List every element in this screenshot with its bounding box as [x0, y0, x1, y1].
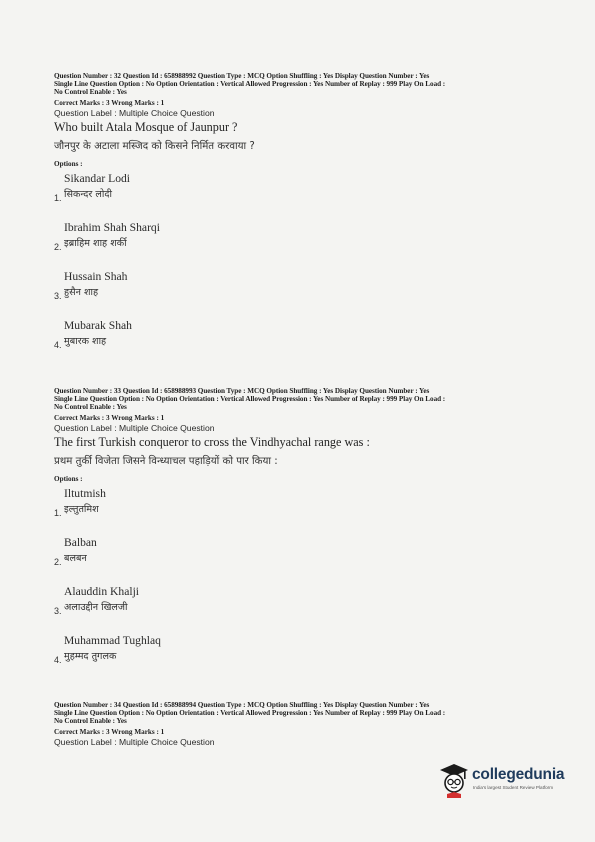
option-text-en: Mubarak Shah [64, 318, 132, 332]
marks-line: Correct Marks : 3 Wrong Marks : 1 [54, 727, 165, 736]
option-text-hi: सिकन्दर लोदी [64, 188, 112, 200]
option-item [54, 270, 554, 301]
option-item [54, 487, 554, 518]
meta-line: Single Line Question Option : No Option Orientation : Vertical Allowed Progression : Yes Number of Replay : 999 Play On Load : [54, 80, 446, 89]
question-meta [54, 72, 554, 97]
meta-line: No Control Enable : Yes [54, 88, 127, 97]
option-number: 4. [54, 339, 62, 350]
options-title: Options : [54, 159, 83, 168]
question-block-32 [54, 72, 554, 350]
collegedunia-logo [436, 761, 576, 801]
option-number: 2. [54, 241, 62, 252]
option-item [54, 634, 554, 665]
option-item [54, 221, 554, 252]
question-label: Question Label : Multiple Choice Question [54, 736, 215, 747]
logo-wordmark: collegedunia [472, 766, 565, 783]
option-text-en: Alauddin Khalji [64, 584, 140, 598]
option-item [54, 172, 554, 203]
option-item [54, 536, 554, 567]
option-number: 3. [54, 290, 62, 301]
question-label: Question Label : Multiple Choice Question [54, 422, 215, 433]
option-text-hi: इब्राहिम शाह शर्की [64, 237, 127, 249]
question-meta [54, 701, 554, 726]
option-text-hi: बलबन [64, 552, 87, 564]
meta-line: Single Line Question Option : No Option Orientation : Vertical Allowed Progression : Yes Number of Replay : 999 Play On Load : [54, 395, 446, 404]
option-item [54, 319, 554, 350]
marks-line: Correct Marks : 3 Wrong Marks : 1 [54, 413, 165, 422]
logo-tagline: India's largest Student Review Platform [473, 785, 554, 790]
meta-line: Question Number : 34 Question Id : 658988994 Question Type : MCQ Option Shuffling : Yes Display Question Number : Yes [54, 701, 430, 709]
option-text-hi: मुहम्मद तुगलक [64, 650, 117, 662]
question-text-hi: जौनपुर के अटाला मस्जिद को किसने निर्मित करवाया ? [54, 140, 255, 152]
option-text-hi: मुबारक शाह [64, 335, 107, 347]
option-text-hi: हुसैन शाह [64, 286, 99, 298]
meta-line: No Control Enable : Yes [54, 717, 127, 726]
question-text-en: Who built Atala Mosque of Jaunpur ? [54, 119, 238, 134]
option-number: 1. [54, 507, 62, 518]
marks-line: Correct Marks : 3 Wrong Marks : 1 [54, 98, 165, 107]
question-block-34 [54, 701, 554, 747]
option-text-hi: अलाउद्दीन खिलजी [64, 601, 128, 613]
meta-line: Question Number : 32 Question Id : 658988992 Question Type : MCQ Option Shuffling : Yes Display Question Number : Yes [54, 72, 430, 80]
option-text-hi: इल्तुतमिश [64, 503, 99, 515]
option-text-en: Hussain Shah [64, 269, 128, 283]
option-text-en: Muhammad Tughlaq [64, 633, 161, 647]
option-number: 2. [54, 556, 62, 567]
question-meta [54, 387, 554, 412]
option-item [54, 585, 554, 616]
option-number: 1. [54, 192, 62, 203]
option-text-en: Balban [64, 535, 97, 549]
option-text-en: Ibrahim Shah Sharqi [64, 220, 160, 234]
meta-line: Question Number : 33 Question Id : 658988993 Question Type : MCQ Option Shuffling : Yes Display Question Number : Yes [54, 387, 430, 395]
option-number: 3. [54, 605, 62, 616]
question-block-33 [54, 387, 554, 665]
graduate-mascot-icon [436, 761, 472, 801]
options-title: Options : [54, 474, 83, 483]
meta-line: Single Line Question Option : No Option Orientation : Vertical Allowed Progression : Yes Number of Replay : 999 Play On Load : [54, 709, 446, 718]
option-text-en: Iltutmish [64, 486, 106, 500]
option-number: 4. [54, 654, 62, 665]
question-text-hi: प्रथम तुर्की विजेता जिसने विन्ध्याचल पहाड़ियों को पार किया : [54, 455, 278, 467]
question-label: Question Label : Multiple Choice Question [54, 107, 215, 118]
option-text-en: Sikandar Lodi [64, 171, 131, 185]
question-text-en: The first Turkish conqueror to cross the Vindhyachal range was : [54, 434, 370, 449]
meta-line: No Control Enable : Yes [54, 403, 127, 412]
